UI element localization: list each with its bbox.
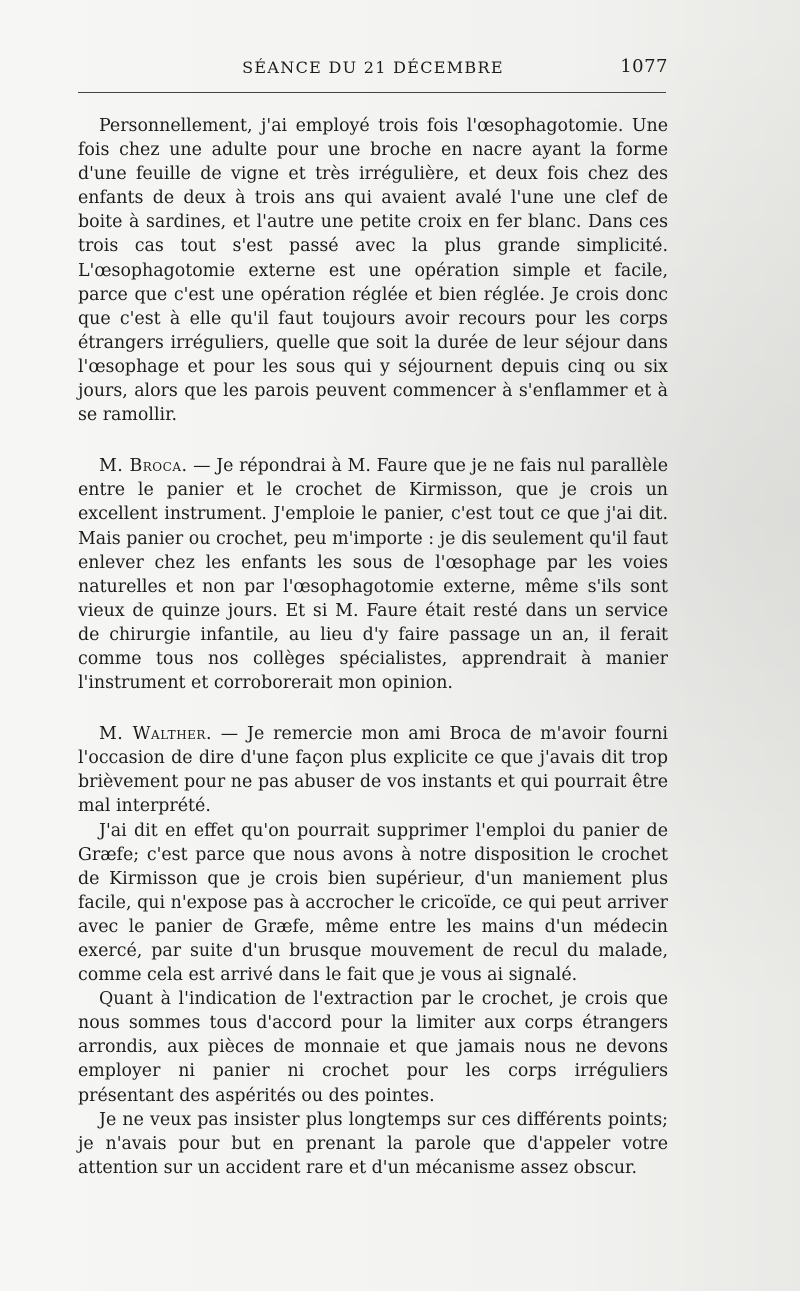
paragraph-conclusion: [78, 1108, 668, 1180]
paragraph-walther: [78, 722, 668, 818]
paragraph-text: — Je remercie mon ami Broca de m'avoir fourni l'occasion de dire d'une façon plus explicite ce que j'avais dit trop brièvement pour ne pas abuser de vos instants et qui pourrait être mal interprété.: [78, 724, 668, 817]
paragraph-text: Personnellement, j'ai employé trois fois l'œsophagotomie. Une fois chez une adulte pour une broche en nacre ayant la forme d'une feuille de vigne et très irrégulière, et deux fois chez des enfants de deux à trois ans qui avaient avalé l'une une clef de boite à sardines, et l'autre une petite croix en fer blanc. Dans ces trois cas tout s'est passé avec la plus grande simplicité. L'œsophagotomie externe est une opération simple et facile, parce que c'est une opération réglée et bien réglée. Je crois donc que c'est à elle qu'il faut toujours avoir recours pour les corps étrangers irréguliers, quelle que soit la durée de leur séjour dans l'œsophage et pour les sous qui y séjournent depuis cinq ou six jours, alors que les parois peuvent commencer à s'enflammer et à se ramollir.: [78, 116, 668, 426]
speaker-name: M. Walther.: [99, 724, 212, 745]
paragraph-indication: [78, 987, 668, 1107]
paragraph-broca: [78, 454, 668, 695]
header-rule: [78, 92, 666, 93]
page-number: 1077: [620, 56, 668, 77]
running-head: [78, 56, 668, 84]
running-title: SÉANCE DU 21 DÉCEMBRE: [242, 58, 504, 77]
speaker-name: M. Broca.: [99, 456, 188, 477]
body-text: [78, 114, 668, 1180]
paragraph-text: — Je répondrai à M. Faure que je ne fais nul parallèle entre le panier et le crochet de Kirmisson, que je crois un excellent instrument. J'emploie le panier, c'est tout ce que j'ai dit. Mais panier ou crochet, peu m'importe : je dis seulement qu'il faut enlever chez les enfants les sous de l'œsophage par les voies naturelles et non par l'œsophagotomie externe, même s'ils sont vieux de quinze jours. Et si M. Faure était resté dans un service de chirurgie infantile, au lieu d'y faire passage un an, il ferait comme tous nos collèges spécialistes, apprendrait à manier l'instrument et corroborerait mon opinion.: [78, 456, 668, 694]
paragraph-oesophagotomie: [78, 114, 668, 427]
paragraph-text: J'ai dit en effet qu'on pourrait supprimer l'emploi du panier de Græfe; c'est parce que nous avons à notre disposition le crochet de Kirmisson que je crois bien supérieur, d'un maniement plus facile, qui n'expose pas à accrocher le cricoïde, ce qui peut arriver avec le panier de Græfe, même entre les mains d'un médecin exercé, par suite d'un brusque mouvement de recul du malade, comme cela est arrivé dans le fait que je vous ai signalé.: [78, 820, 668, 986]
paragraph-graefe: [78, 819, 668, 988]
paragraph-text: Je ne veux pas insister plus longtemps sur ces différents points; je n'avais pour but en prenant la parole que d'appeler votre attention sur un accident rare et d'un mécanisme assez obscur.: [78, 1109, 668, 1178]
paragraph-text: Quant à l'indication de l'extraction par le crochet, je crois que nous sommes tous d'accord pour la limiter aux corps étrangers arrondis, aux pièces de monnaie et que jamais nous ne devons employer ni panier ni crochet pour les corps irréguliers présentant des aspérités ou des pointes.: [78, 989, 668, 1106]
